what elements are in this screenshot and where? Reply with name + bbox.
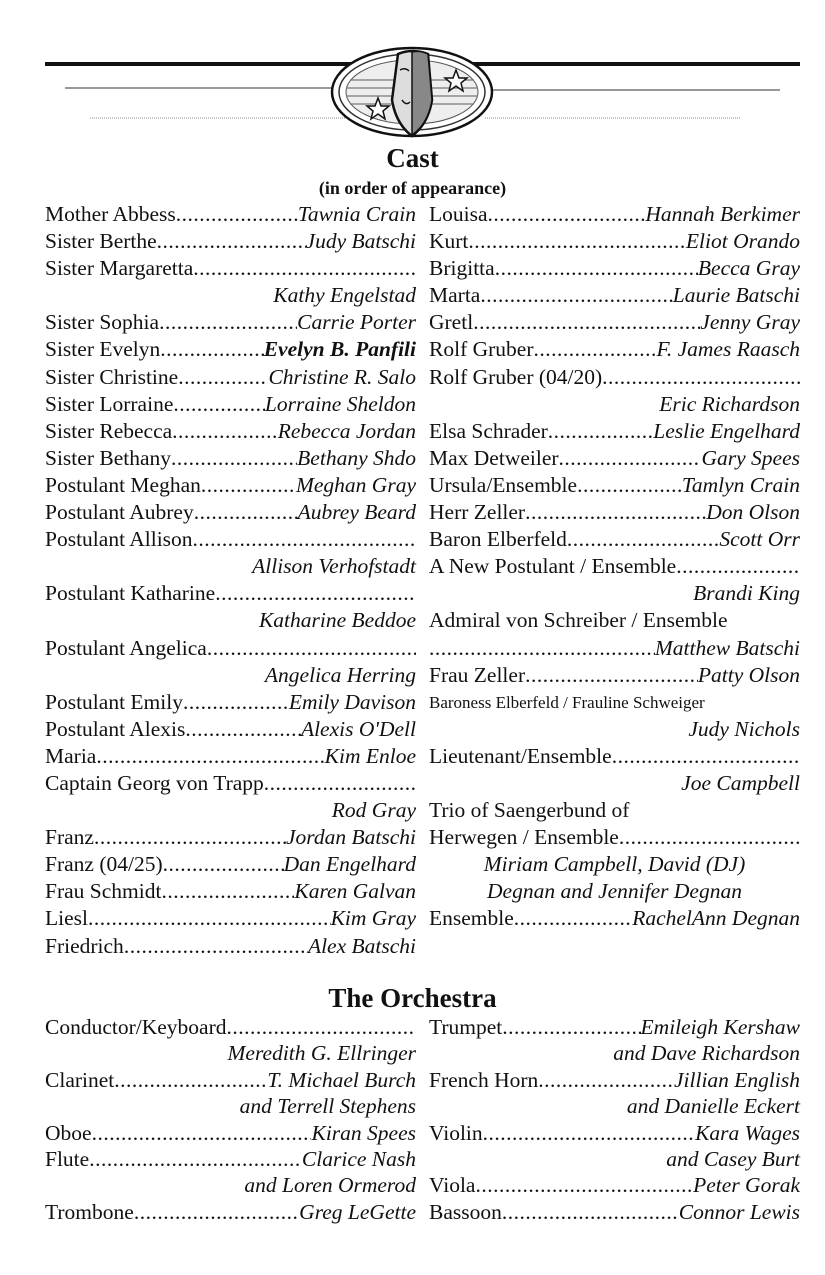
actor-name: Eric Richardson [659,391,800,416]
cast-row [45,499,416,526]
actor-name: Carrie Porter [297,310,416,335]
role-label: Sister Berthe [45,229,157,254]
role-label: Postulant Katharine [45,581,216,606]
orchestra-row [429,1172,800,1198]
actor-name: Tawnia Crain [297,202,416,226]
instrument-label: French Horn [429,1067,539,1092]
cast-row [429,824,800,851]
musician-name: Connor Lewis [678,1199,800,1224]
role-label: Sister Sophia [45,310,160,335]
actor-name: Miriam Campbell, David (DJ) [483,852,746,877]
cast-row [429,228,800,255]
actor-name: Laurie Batschi [672,283,800,308]
role-label: Postulant Aubrey [45,500,194,525]
cast-row [45,309,416,336]
actor-name: Karen Galvan [294,879,416,904]
actor-name: Joe Campbell [681,770,800,795]
musician-name: Meredith G. Ellringer [227,1041,416,1066]
role-label: Maria [45,743,97,768]
role-label: Sister Bethany [45,445,171,470]
actor-name: Brandi King [693,581,800,606]
orchestra-row [45,1120,416,1146]
actor-name: Kim Enloe [324,743,416,768]
role-label: Postulant Allison [45,527,193,552]
cast-row [429,662,800,689]
cast-heading: Cast [386,143,439,173]
cast-row [429,255,800,282]
orchestra-row [45,1067,416,1093]
actor-name: Gary Spees [701,445,800,470]
cast-row [429,201,800,228]
actor-name: Hannah Berkimer [645,202,800,226]
cast-row [45,689,416,716]
role-label: Postulant Emily [45,689,183,714]
cast-row [429,743,800,770]
instrument-label: Viola [429,1173,476,1198]
role-label: Gretl [429,310,474,335]
actor-name: Degnan and Jennifer Degnan [487,879,742,904]
musician-name: and Loren Ormerod [244,1173,416,1198]
actor-name: Katharine Beddoe [258,608,416,633]
musician-name: Kara Wages [695,1120,800,1145]
musician-name: and Dave Richardson [613,1041,800,1066]
cast-row [429,364,800,391]
role-label: Lieutenant/Ensemble [429,743,612,768]
orchestra-row [429,1067,800,1093]
actor-name: Tamlyn Crain [681,472,800,497]
instrument-label: Bassoon [429,1199,502,1224]
cast-row [45,472,416,499]
actor-name: Meghan Gray [295,472,416,497]
instrument-label: Clarinet [45,1067,115,1092]
orchestra-row [45,1014,416,1040]
actor-name: Patty Olson [697,662,800,687]
role-label: A New Postulant / Ensemble [429,554,677,579]
cast-row [429,336,800,363]
orchestra-row [429,1199,800,1225]
instrument-label: Trombone [45,1199,134,1224]
cast-subheading: (in order of appearance) [318,178,507,198]
cast-row [429,309,800,336]
role-label: Captain Georg von Trapp [45,770,264,795]
cast-row [45,580,416,607]
role-label: Frau Zeller [429,662,526,687]
cast-row [429,418,800,445]
instrument-label: Violin [429,1120,483,1145]
actor-name: Judy Nichols [688,716,800,741]
actor-name: Kim Gray [330,906,416,931]
role-label: Liesl [45,906,88,931]
role-label: Elsa Schrader [429,418,548,443]
actor-name: RachelAnn Degnan [632,906,800,931]
musician-name: Peter Gorak [693,1173,800,1198]
musician-name: and Casey Burt [666,1146,800,1171]
cast-row [429,445,800,472]
role-label: Rolf Gruber (04/20) [429,364,603,389]
musician-name: Jillian English [673,1067,800,1092]
cast-row [45,878,416,905]
orchestra-row [45,1146,416,1172]
actor-name: Don Olson [706,500,800,525]
cast-row [45,770,416,797]
orchestra-heading: The Orchestra [328,983,497,1013]
cast-row [429,689,800,716]
orchestra-right-column [429,1014,800,1225]
cast-row [429,553,800,580]
cast-right-column [429,201,800,933]
actor-name: Evelyn B. Panfili [263,337,416,362]
cast-row [45,635,416,662]
musician-name: Emileigh Kershaw [640,1015,800,1039]
actor-name: Bethany Shdo [297,445,416,470]
instrument-label: Oboe [45,1120,92,1145]
actor-name: Alexis O'Dell [300,716,416,741]
instrument-label: Flute [45,1146,90,1171]
role-label: Friedrich [45,933,124,958]
cast-row [429,472,800,499]
orchestra-row [45,1199,416,1225]
actor-name: Eliot Orando [685,229,800,254]
cast-row [429,635,800,662]
cast-row [45,364,416,391]
orchestra-row [429,1014,800,1040]
role-label: Franz (04/25) [45,852,163,877]
role-label: Marta [429,283,481,308]
cast-row [429,499,800,526]
role-label: Ensemble [429,906,514,931]
actor-name: Jenny Gray [700,310,800,335]
actor-name: Kathy Engelstad [273,283,416,308]
actor-name: Rebecca Jordan [277,418,416,443]
actor-name: F. James Raasch [656,337,800,362]
musician-name: and Terrell Stephens [239,1094,416,1119]
cast-row [429,282,800,309]
cast-row [45,418,416,445]
role-label: Sister Rebecca [45,418,173,443]
role-label: Postulant Meghan [45,472,201,497]
cast-row [45,824,416,851]
role-label: Trio of Saengerbund of [429,798,630,823]
musician-name: T. Michael Burch [267,1067,416,1092]
orchestra-left-column [45,1014,416,1225]
cast-row [429,526,800,553]
actor-name: Christine R. Salo [268,364,416,389]
cast-row [429,905,800,932]
actor-name: Jordan Batschi [286,825,416,850]
cast-row [45,391,416,418]
role-label: Herr Zeller [429,500,526,525]
actor-name: Emily Davison [288,689,416,714]
mask-emblem-icon [0,40,825,150]
cast-row [45,255,416,282]
actor-name: Matthew Batschi [654,635,800,660]
role-label: Frau Schmidt [45,879,162,904]
role-label: Max Detweiler [429,445,559,470]
cast-row [45,905,416,932]
role-label: Baron Elberfeld [429,527,567,552]
role-label: Herwegen / Ensemble [429,825,619,850]
musician-name: Greg LeGette [299,1199,416,1224]
role-label: Ursula/Ensemble [429,472,578,497]
role-label: Postulant Alexis [45,716,186,741]
cast-row [45,716,416,743]
cast-row [45,933,416,960]
actor-name: Scott Orr [719,527,800,552]
cast-row [45,336,416,363]
instrument-label: Conductor/Keyboard [45,1015,227,1039]
cast-row [45,445,416,472]
role-label: Rolf Gruber [429,337,534,362]
header-ornament [0,40,825,150]
actor-name: Judy Batschi [305,229,416,254]
role-label: Sister Christine [45,364,179,389]
actor-name: Alex Batschi [307,933,416,958]
role-label: Sister Margaretta [45,256,194,281]
actor-name: Allison Verhofstadt [252,554,416,579]
role-label: Brigitta [429,256,495,281]
musician-name: Clarice Nash [301,1146,416,1171]
actor-name: Leslie Engelhard [653,418,800,443]
role-label: Sister Evelyn [45,337,161,362]
actor-name: Angelica Herring [264,662,416,687]
actor-name: Becca Gray [697,256,800,281]
actor-name: Rod Gray [331,798,416,823]
musician-name: Kiran Spees [311,1120,416,1145]
role-label: Franz [45,825,94,850]
cast-row [45,228,416,255]
musician-name: and Danielle Eckert [626,1094,800,1119]
cast-left-column [45,201,416,960]
instrument-label: Trumpet [429,1015,503,1039]
actor-name: Lorraine Sheldon [264,391,416,416]
cast-row [45,201,416,228]
role-label: Mother Abbess [45,202,176,226]
role-label: Kurt [429,229,469,254]
actor-name: Dan Engelhard [283,852,416,877]
orchestra-row [429,1120,800,1146]
role-label: Baroness Elberfeld / Frauline Schweiger [429,692,705,712]
role-label: Postulant Angelica [45,635,207,660]
cast-row [45,743,416,770]
cast-row [45,526,416,553]
role-label: Sister Lorraine [45,391,174,416]
actor-name: Aubrey Beard [297,500,416,525]
role-label: Louisa [429,202,488,226]
role-label: Admiral von Schreiber / Ensemble [429,608,728,633]
cast-row [45,851,416,878]
